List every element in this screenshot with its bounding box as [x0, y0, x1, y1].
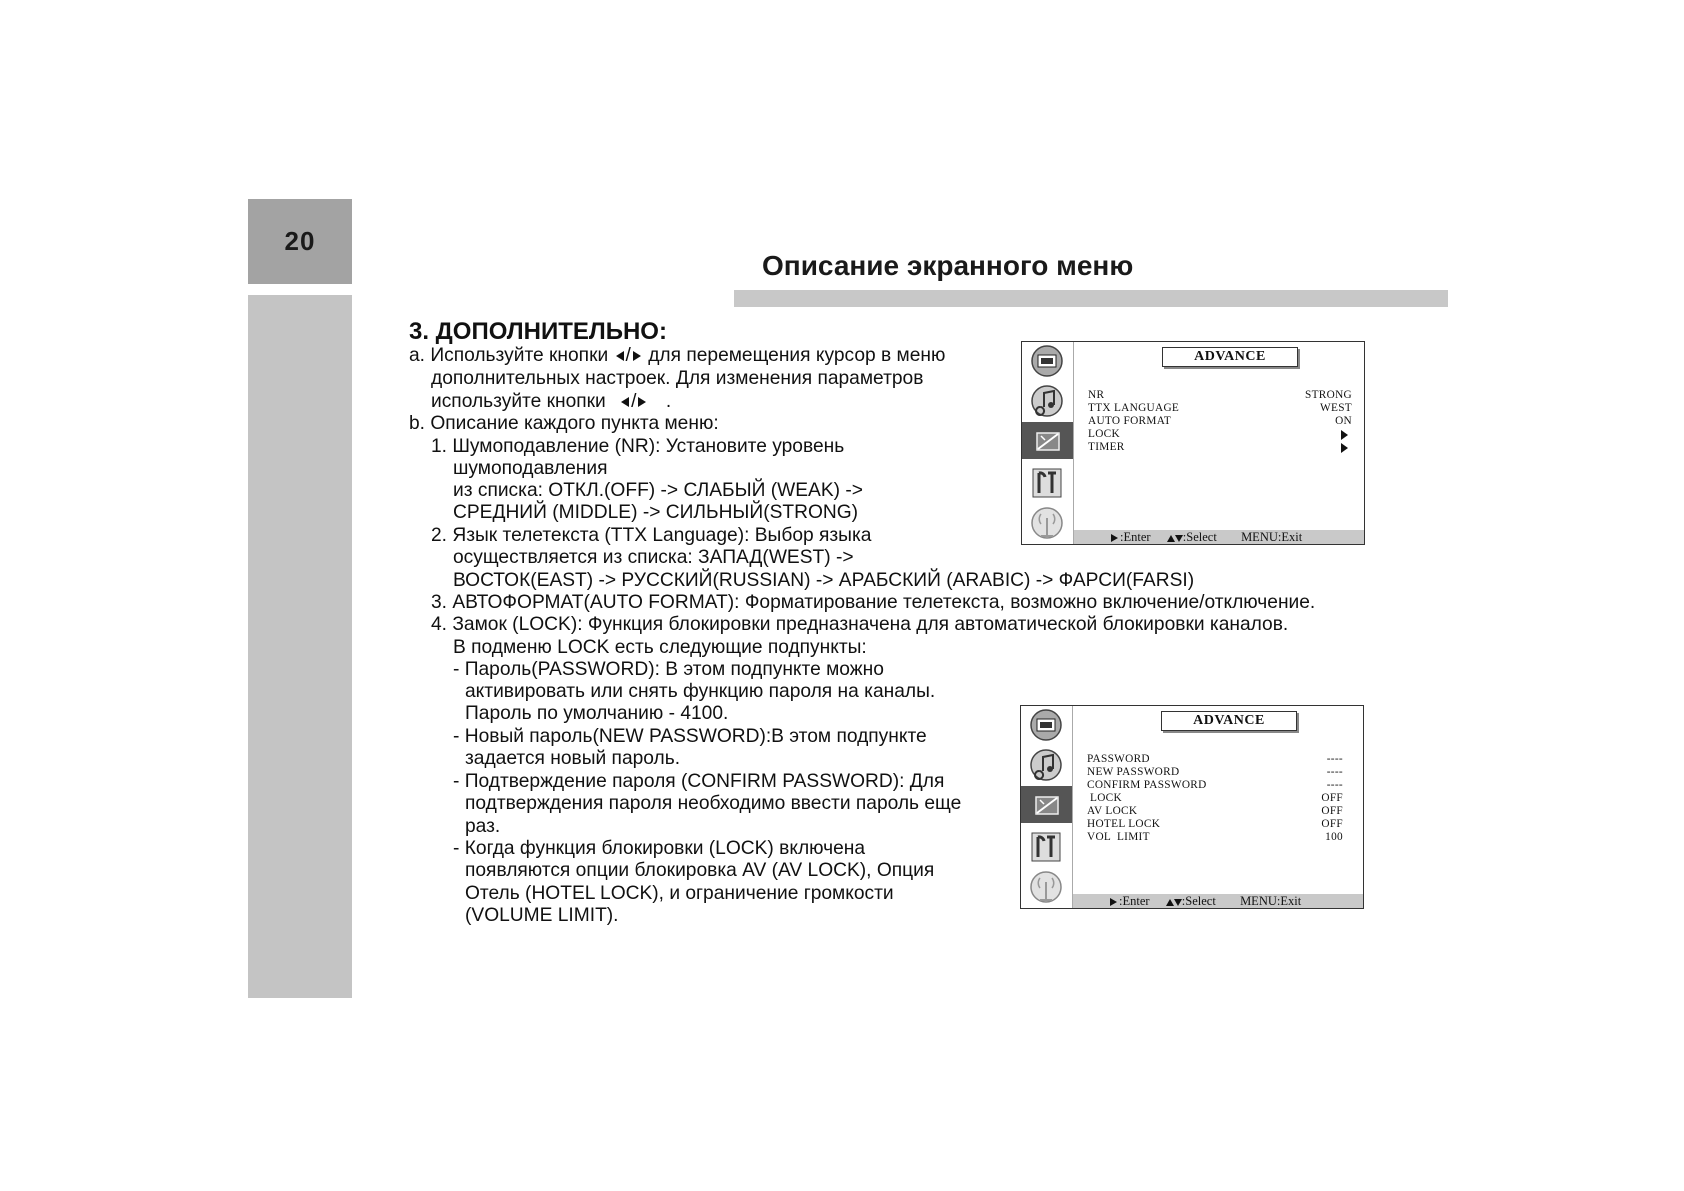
text-line-p4a: - Когда функция блокировки (LOCK) включена — [453, 838, 866, 859]
text-line-p3c: раз. — [465, 816, 501, 837]
text-line-p2b: задается новый пароль. — [465, 748, 681, 769]
text-line-p4c: Отель (HOTEL LOCK), и ограничение громкости — [465, 883, 894, 904]
osd-row-label: LOCK — [1088, 428, 1120, 440]
text-line-p1c: Пароль по умолчанию - 4100. — [465, 703, 729, 724]
osd-row-timer[interactable] — [1088, 441, 1352, 454]
text-line-a1 — [409, 345, 945, 367]
picture-icon — [1026, 342, 1068, 379]
text-line-a2: дополнительных настроек. Для изменения параметров — [431, 368, 924, 389]
osd-row-label: TIMER — [1088, 441, 1125, 453]
osd-row-value: STRONG — [1305, 389, 1352, 401]
osd-row-label: TTX LANGUAGE — [1088, 402, 1180, 414]
osd-row-vol-limit[interactable] — [1087, 831, 1351, 844]
channel-antenna-icon — [1026, 505, 1068, 542]
osd-footer — [1073, 894, 1363, 908]
advance-icon — [1022, 422, 1073, 459]
text-a1-pre: a. Используйте кнопки — [409, 345, 609, 366]
osd-row-value: WEST — [1320, 402, 1352, 414]
left-arrow-icon — [616, 351, 624, 361]
setup-tools-icon — [1025, 828, 1067, 865]
osd-row-value: ---- — [1326, 766, 1343, 778]
osd-row-label: HOTEL LOCK — [1087, 818, 1161, 830]
channel-antenna-icon — [1025, 869, 1067, 906]
right-arrow-icon — [1111, 534, 1118, 542]
text-line-i1b: шумоподавления — [453, 458, 608, 479]
text-line-b: b. Описание каждого пункта меню: — [409, 413, 719, 434]
osd-title: ADVANCE — [1161, 711, 1297, 731]
osd-row-label: CONFIRM PASSWORD — [1087, 779, 1207, 791]
osd-row-label: NR — [1088, 389, 1105, 401]
osd-row-label: AUTO FORMAT — [1088, 415, 1172, 427]
osd-row-password[interactable] — [1087, 753, 1351, 766]
text-a3-post: . — [665, 391, 672, 412]
osd-row-av-lock[interactable] — [1087, 805, 1351, 818]
osd-icon-column — [1021, 706, 1073, 908]
osd-row-label: VOL LIMIT — [1087, 831, 1150, 843]
text-line-i1a: 1. Шумоподавление (NR): Установите уровень — [431, 436, 845, 457]
text-line-p3b: подтверждения пароля необходимо ввести пароль еще — [465, 793, 962, 814]
text-a3-sep: / — [631, 391, 637, 412]
submenu-arrow-icon — [1341, 430, 1348, 440]
osd-row-lock[interactable] — [1088, 428, 1352, 441]
osd-menu-advance-2 — [1020, 705, 1364, 909]
osd-row-ttx-language[interactable] — [1088, 402, 1352, 415]
osd-footer-enter: :Enter — [1120, 530, 1151, 544]
page-number: 20 — [284, 226, 316, 256]
text-line-i1d: СРЕДНИЙ (MIDDLE) -> СИЛЬНЫЙ(STRONG) — [453, 502, 859, 523]
osd-row-value: ---- — [1326, 779, 1343, 791]
advance-icon — [1021, 786, 1072, 823]
submenu-arrow-icon — [1341, 443, 1348, 453]
text-a3-pre: используйте кнопки — [431, 391, 606, 412]
osd-row-value: OFF — [1321, 805, 1343, 817]
text-line-p4d: (VOLUME LIMIT). — [465, 905, 619, 926]
osd-row-label: NEW PASSWORD — [1087, 766, 1180, 778]
picture-icon — [1025, 706, 1067, 743]
text-a1-post: для перемещения курсор в меню — [648, 345, 946, 366]
side-bar — [248, 295, 352, 998]
osd-row-new-password[interactable] — [1087, 766, 1351, 779]
right-arrow-icon — [633, 351, 641, 361]
setup-tools-icon — [1026, 464, 1068, 501]
osd-row-confirm-password[interactable] — [1087, 779, 1351, 792]
osd-row-value: ---- — [1326, 753, 1343, 765]
osd-icon-column — [1022, 342, 1074, 544]
osd-footer-select: :Select — [1181, 894, 1216, 908]
osd-row-value: OFF — [1321, 792, 1343, 804]
text-line-a3 — [431, 391, 671, 413]
right-arrow-icon — [1110, 898, 1117, 906]
text-line-i4b: В подменю LOCK есть следующие подпункты: — [453, 637, 867, 658]
section-heading: 3. ДОПОЛНИТЕЛЬНО: — [409, 318, 667, 345]
text-line-i2c: ВОСТОК(EAST) -> РУССКИЙ(RUSSIAN) -> АРАБСКИЙ (ARABIC) -> ФАРСИ(FARSI) — [453, 570, 1195, 591]
osd-row-lock[interactable] — [1087, 792, 1351, 805]
osd-footer-exit: MENU:Exit — [1240, 894, 1302, 908]
sound-icon — [1025, 746, 1067, 783]
down-arrow-icon — [1175, 535, 1183, 542]
title-rule — [734, 290, 1448, 307]
osd-row-hotel-lock[interactable] — [1087, 818, 1351, 831]
osd-footer-exit: MENU:Exit — [1241, 530, 1303, 544]
text-line-i1c: из списка: ОТКЛ.(OFF) -> СЛАБЫЙ (WEAK) -> — [453, 480, 863, 501]
page-title: Описание экранного меню — [762, 250, 1134, 281]
osd-row-auto-format[interactable] — [1088, 415, 1352, 428]
up-arrow-icon — [1167, 535, 1175, 542]
text-line-p1b: активировать или снять функцию пароля на каналы. — [465, 681, 936, 702]
osd-row-label: PASSWORD — [1087, 753, 1150, 765]
left-arrow-icon — [621, 397, 629, 407]
osd-footer-select: :Select — [1182, 530, 1217, 544]
osd-row-nr[interactable] — [1088, 389, 1352, 402]
osd-row-label: LOCK — [1090, 792, 1122, 804]
page-number-box — [248, 199, 352, 284]
osd-row-value: OFF — [1321, 818, 1343, 830]
text-line-i2b: осуществляется из списка: ЗАПАД(WEST) -> — [453, 547, 854, 568]
text-line-i3: 3. АВТОФОРМАТ(AUTO FORMAT): Форматирование телетекста, возможно включение/отключение. — [431, 592, 1316, 613]
text-line-p4b: появляются опции блокировка AV (AV LOCK), Опция — [465, 860, 935, 881]
osd-row-label: AV LOCK — [1087, 805, 1138, 817]
osd-row-value: ON — [1335, 415, 1352, 427]
down-arrow-icon — [1174, 899, 1182, 906]
text-line-p1a: - Пароль(PASSWORD): В этом подпункте можно — [453, 659, 884, 680]
osd-row-value: 100 — [1325, 831, 1343, 843]
text-line-i2a: 2. Язык телетекста (TTX Language): Выбор языка — [431, 525, 872, 546]
text-line-i4a: 4. Замок (LOCK): Функция блокировки предназначена для автоматической блокировки каналов. — [431, 614, 1289, 635]
osd-menu-advance-1 — [1021, 341, 1365, 545]
osd-title: ADVANCE — [1162, 347, 1298, 367]
right-arrow-icon — [638, 397, 646, 407]
osd-footer-enter: :Enter — [1119, 894, 1150, 908]
up-arrow-icon — [1166, 899, 1174, 906]
osd-footer — [1074, 530, 1364, 544]
text-line-p2a: - Новый пароль(NEW PASSWORD):В этом подпункте — [453, 726, 927, 747]
text-a1-sep: / — [625, 345, 631, 366]
text-line-p3a: - Подтверждение пароля (CONFIRM PASSWORD): Для — [453, 771, 945, 792]
sound-icon — [1026, 382, 1068, 419]
